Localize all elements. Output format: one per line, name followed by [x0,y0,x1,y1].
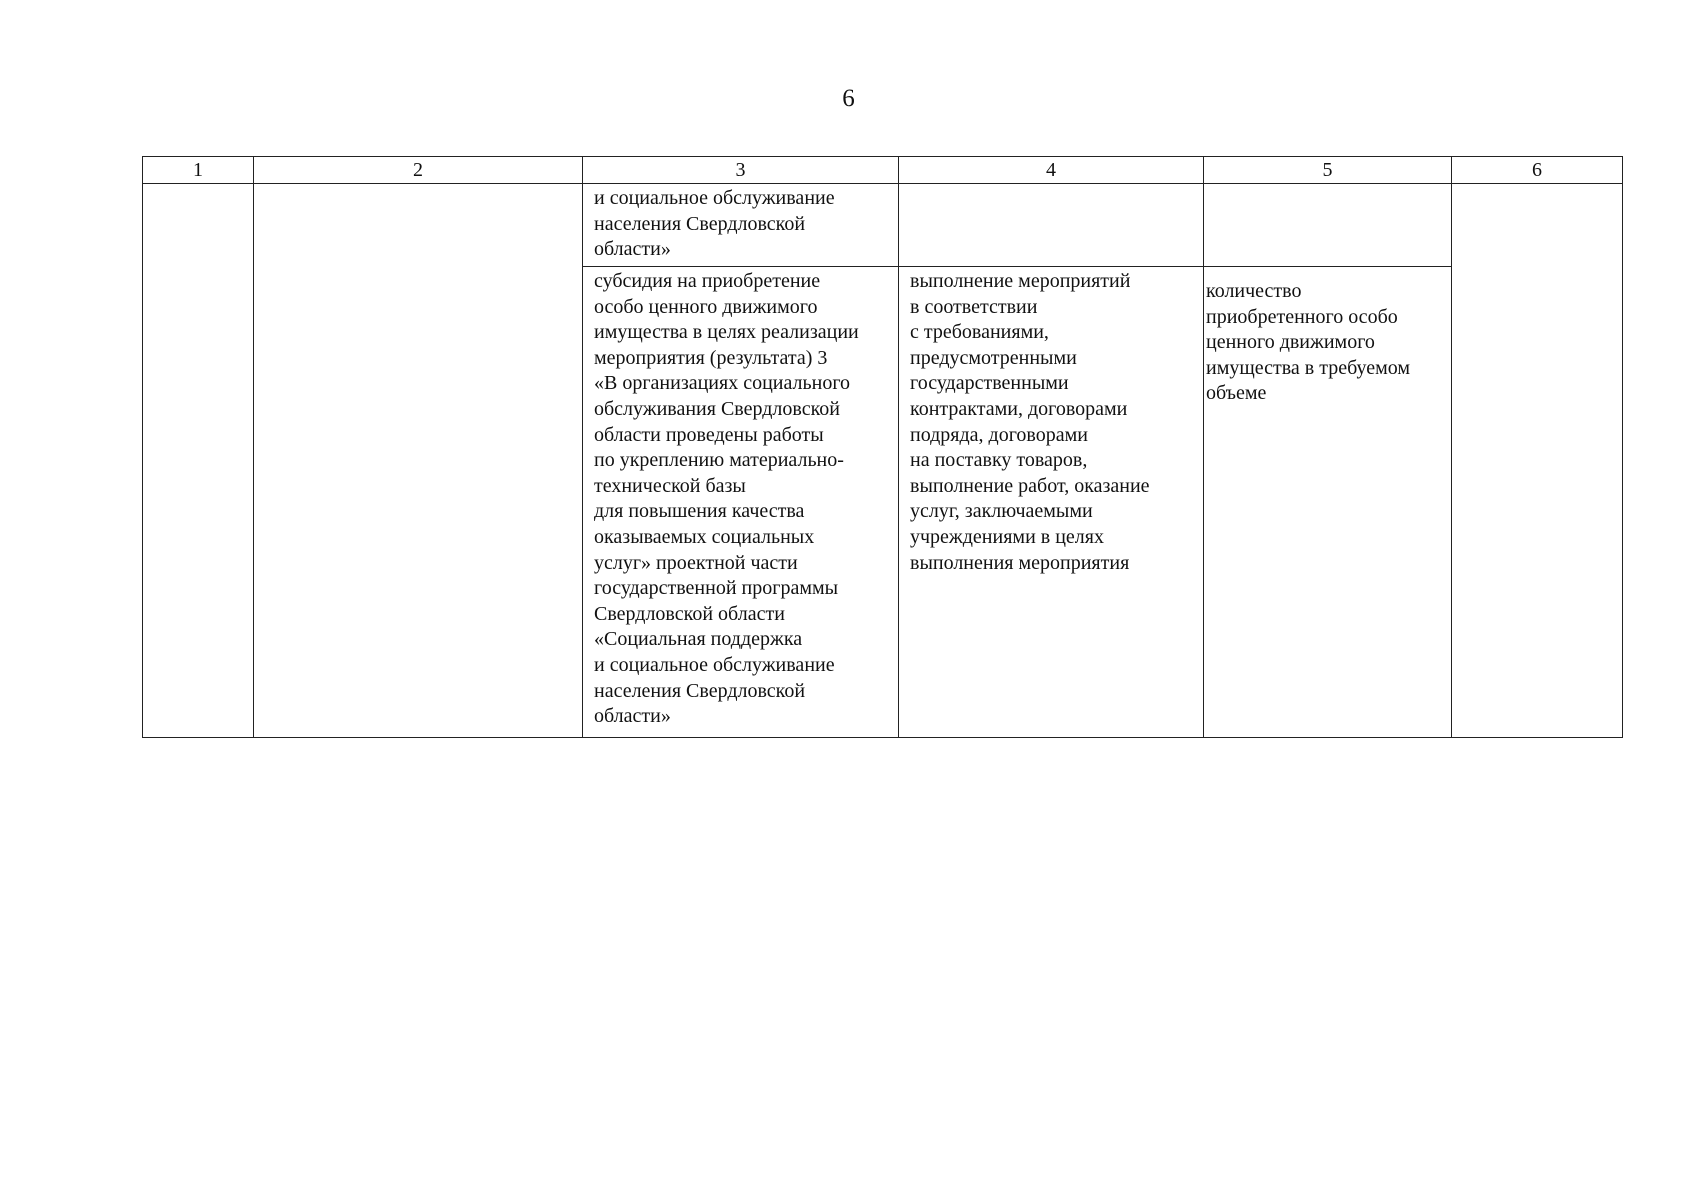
cell-col4-empty [899,184,1204,267]
text-line: области» [594,238,671,261]
cell-col3-subsidy [583,267,899,738]
text-line: выполнения мероприятия [910,551,1130,574]
column-header-2: 2 [254,157,583,184]
text-line: для повышения качества [594,500,805,523]
text-line: контрактами, договорами [910,397,1128,420]
text-line: области» [594,705,671,728]
text-line: в соответствии [910,295,1038,318]
text-line: имущества в требуемом [1206,356,1411,379]
cell-col1 [143,184,254,738]
table-row [143,184,1623,267]
text-line: выполнение работ, оказание [910,474,1150,497]
text-line: ценного движимого [1206,331,1375,354]
text-line: выполнение мероприятий [910,270,1131,292]
text-line: услуг, заключаемыми [910,500,1093,523]
text-line: особо ценного движимого [594,295,818,318]
text-line: области проведены работы [594,423,824,446]
text-line: «В организациях социального [594,372,851,395]
cell-col6 [1452,184,1623,738]
text-line: подряда, договорами [910,423,1088,446]
text-line: населения Свердловской [594,679,806,702]
text-line: мероприятия (результата) 3 [594,346,828,369]
text-line: услуг» проектной части [594,551,798,574]
cell-col2 [254,184,583,738]
column-header-1: 1 [143,157,254,184]
text-line: «Социальная поддержка [594,628,803,651]
page-number: 6 [842,85,855,112]
text-line: оказываемых социальных [594,525,815,548]
data-table [142,156,1623,738]
text-line: субсидия на приобретение [594,270,821,292]
cell-col5-empty [1204,184,1452,267]
text-line: с требованиями, [910,321,1049,344]
column-header-3: 3 [583,157,899,184]
header-row [143,157,1623,184]
text-line: и социальное обслуживание [594,187,835,209]
text-line: на поставку товаров, [910,449,1088,472]
text-line: приобретенного особо [1206,305,1398,328]
cell-col5-quantity [1204,267,1452,738]
text-line: по укреплению материально- [594,449,844,472]
text-line: населения Свердловской [594,212,806,235]
text-line: и социальное обслуживание [594,653,835,676]
text-line: технической базы [594,474,746,497]
text-line: государственными [910,372,1069,395]
text-line: предусмотренными [910,346,1077,369]
cell-col4-requirements [899,267,1204,738]
text-line: количество [1206,280,1302,302]
text-line: обслуживания Свердловской [594,397,840,420]
text-line: государственной программы [594,577,839,600]
text-line: учреждениями в целях [910,525,1104,548]
column-header-6: 6 [1452,157,1623,184]
cell-col3-continuation [583,184,899,267]
column-header-5: 5 [1204,157,1452,184]
text-line: объеме [1206,382,1267,405]
column-header-4: 4 [899,157,1204,184]
text-line: Свердловской области [594,602,785,625]
text-line: имущества в целях реализации [594,321,859,344]
